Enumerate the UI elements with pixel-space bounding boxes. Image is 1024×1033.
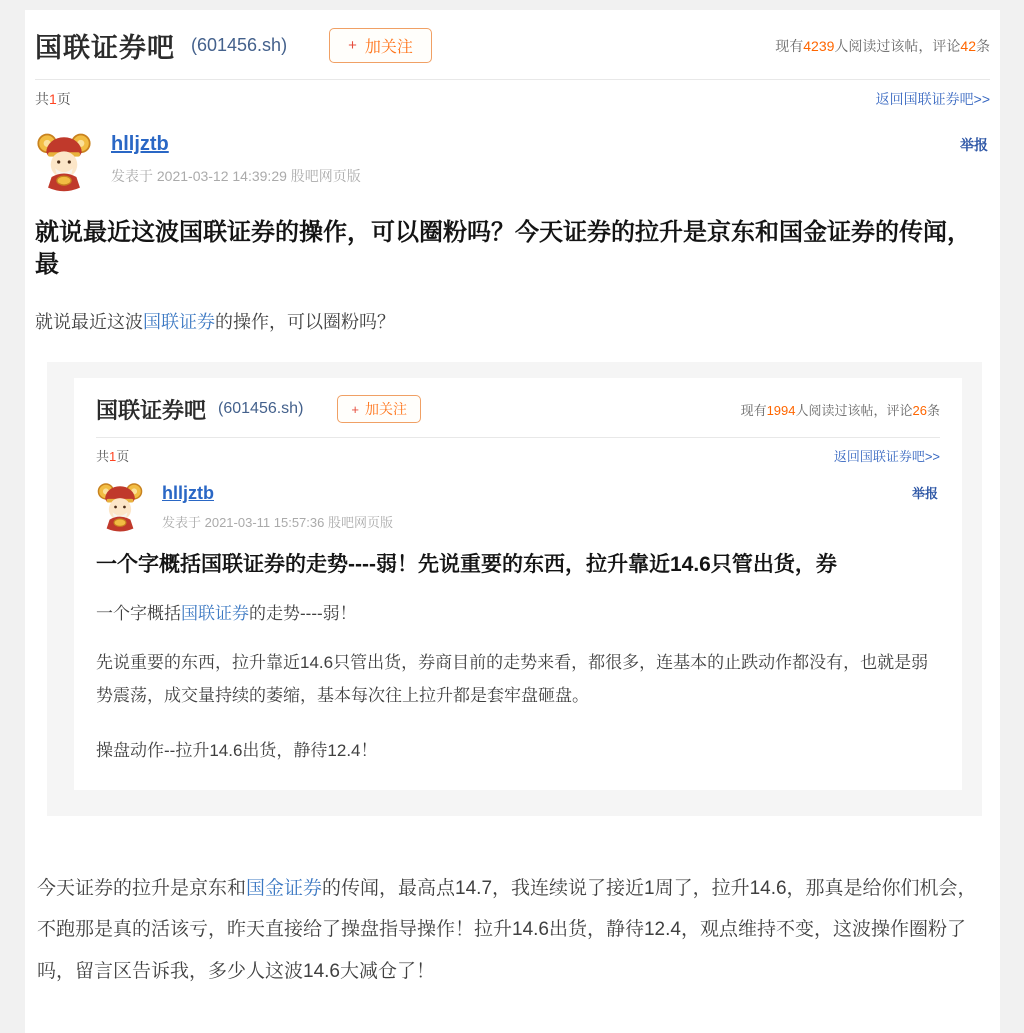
stats-suffix: 条 (976, 37, 990, 54)
quoted-board-header (96, 394, 940, 425)
follow-button-label: 加关注 (364, 39, 413, 56)
board-header (35, 26, 990, 65)
quoted-stock-code-link[interactable]: (601456.sh) (218, 400, 304, 418)
quoted-post-paragraph: 操盘动作--拉升14.6出货，静待12.4！ (96, 741, 378, 761)
read-count: 4239 (803, 37, 835, 54)
post-meta: 发表于 2021-03-11 15:57:36 股吧网页版 (162, 514, 393, 530)
report-link[interactable]: 举报 (911, 485, 938, 501)
read-comment-stats (775, 36, 990, 56)
quoted-post-author-info (162, 481, 393, 533)
quoted-post-title: 一个字概括国联证券的走势----弱！先说重要的东西，拉升靠近14.6只管出货，券 (96, 552, 837, 576)
page-number[interactable]: 1 (109, 448, 117, 464)
report-link[interactable]: 举报 (960, 137, 988, 153)
read-count: 1994 (766, 402, 796, 418)
stats-prefix: 现有 (740, 402, 767, 418)
post-header (35, 131, 990, 193)
stock-mention-link[interactable]: 国联证券 (143, 311, 215, 332)
page-count (96, 446, 129, 465)
forum-post-page (25, 10, 1000, 1033)
quoted-read-comment-stats (741, 400, 940, 419)
stock-mention-link[interactable]: 国金证券 (246, 877, 323, 899)
page-count-prefix: 共 (96, 448, 110, 464)
page-count-suffix: 页 (56, 91, 71, 107)
quoted-post-header (96, 481, 940, 533)
page-count-suffix: 页 (116, 448, 130, 464)
stats-prefix: 现有 (775, 37, 804, 54)
stock-code-link[interactable]: (601456.sh) (191, 35, 288, 55)
post-title: 就说最近这波国联证券的操作，可以圈粉吗？今天证券的拉升是京东和国金证券的传闻，最 (35, 219, 971, 279)
stats-middle: 人阅读过该帖，评论 (795, 402, 913, 418)
quoted-pager-row (96, 438, 940, 471)
username-link[interactable]: hlljztb (162, 482, 214, 503)
plus-icon: + (351, 401, 359, 417)
comment-count: 26 (912, 402, 927, 418)
back-to-board-link[interactable]: 返回国联证券吧>> (875, 91, 990, 107)
post-closing-paragraph (37, 868, 988, 993)
page-count (35, 89, 71, 109)
quoted-follow-button[interactable] (337, 395, 421, 423)
stats-middle: 人阅读过该帖，评论 (834, 37, 961, 54)
user-avatar[interactable] (35, 131, 93, 193)
quoted-post (74, 378, 962, 790)
body-text: 的操作，可以圈粉吗？ (215, 311, 395, 332)
page-count-prefix: 共 (35, 91, 49, 107)
stats-suffix: 条 (926, 402, 940, 418)
user-avatar[interactable] (96, 481, 144, 533)
body-text: 一个字概括 (96, 604, 181, 624)
post-meta: 发表于 2021-03-12 14:39:29 股吧网页版 (111, 168, 361, 184)
body-text: 的走势----弱！ (249, 604, 357, 624)
post-author-info (111, 131, 361, 193)
plus-icon: + (348, 37, 357, 54)
body-text: 就说最近这波 (35, 311, 143, 332)
comment-count: 42 (960, 37, 976, 54)
quoted-back-to-board-link[interactable]: 返回国联证券吧>> (833, 448, 940, 464)
quoted-post-body (96, 599, 940, 624)
quoted-board-title[interactable]: 国联证券吧 (96, 397, 207, 423)
follow-button-label: 加关注 (365, 401, 407, 418)
post-body (35, 308, 990, 334)
quoted-post-paragraph: 先说重要的东西，拉升靠近14.6只管出货，券商目前的走势来看，都很多，连基本的止跌动作都没有，也就是弱势震荡，成交量持续的萎缩，基本每次往上拉升都是套牢盘砸盘。 (96, 653, 929, 706)
username-link[interactable]: hlljztb (111, 133, 169, 155)
stock-mention-link[interactable]: 国联证券 (181, 604, 249, 624)
body-text: 的传闻，最高点14.7，我连续说了接近1周了，拉升14.6，那真是给你们机会，不跑那是真的活该亏，昨天直接给了操盘指导操作！拉升14.6出货，静待12.4，观点维持不变，这波操作圈粉了吗，留言区告诉我，多少人这波14.6大减仓了！ (37, 877, 977, 983)
page-number[interactable]: 1 (49, 91, 57, 107)
quoted-post-frame (47, 362, 982, 816)
board-title[interactable]: 国联证券吧 (35, 33, 175, 63)
body-text: 今天证券的拉升是京东和 (37, 877, 247, 899)
pager-row (35, 80, 990, 117)
follow-button[interactable] (329, 28, 432, 63)
